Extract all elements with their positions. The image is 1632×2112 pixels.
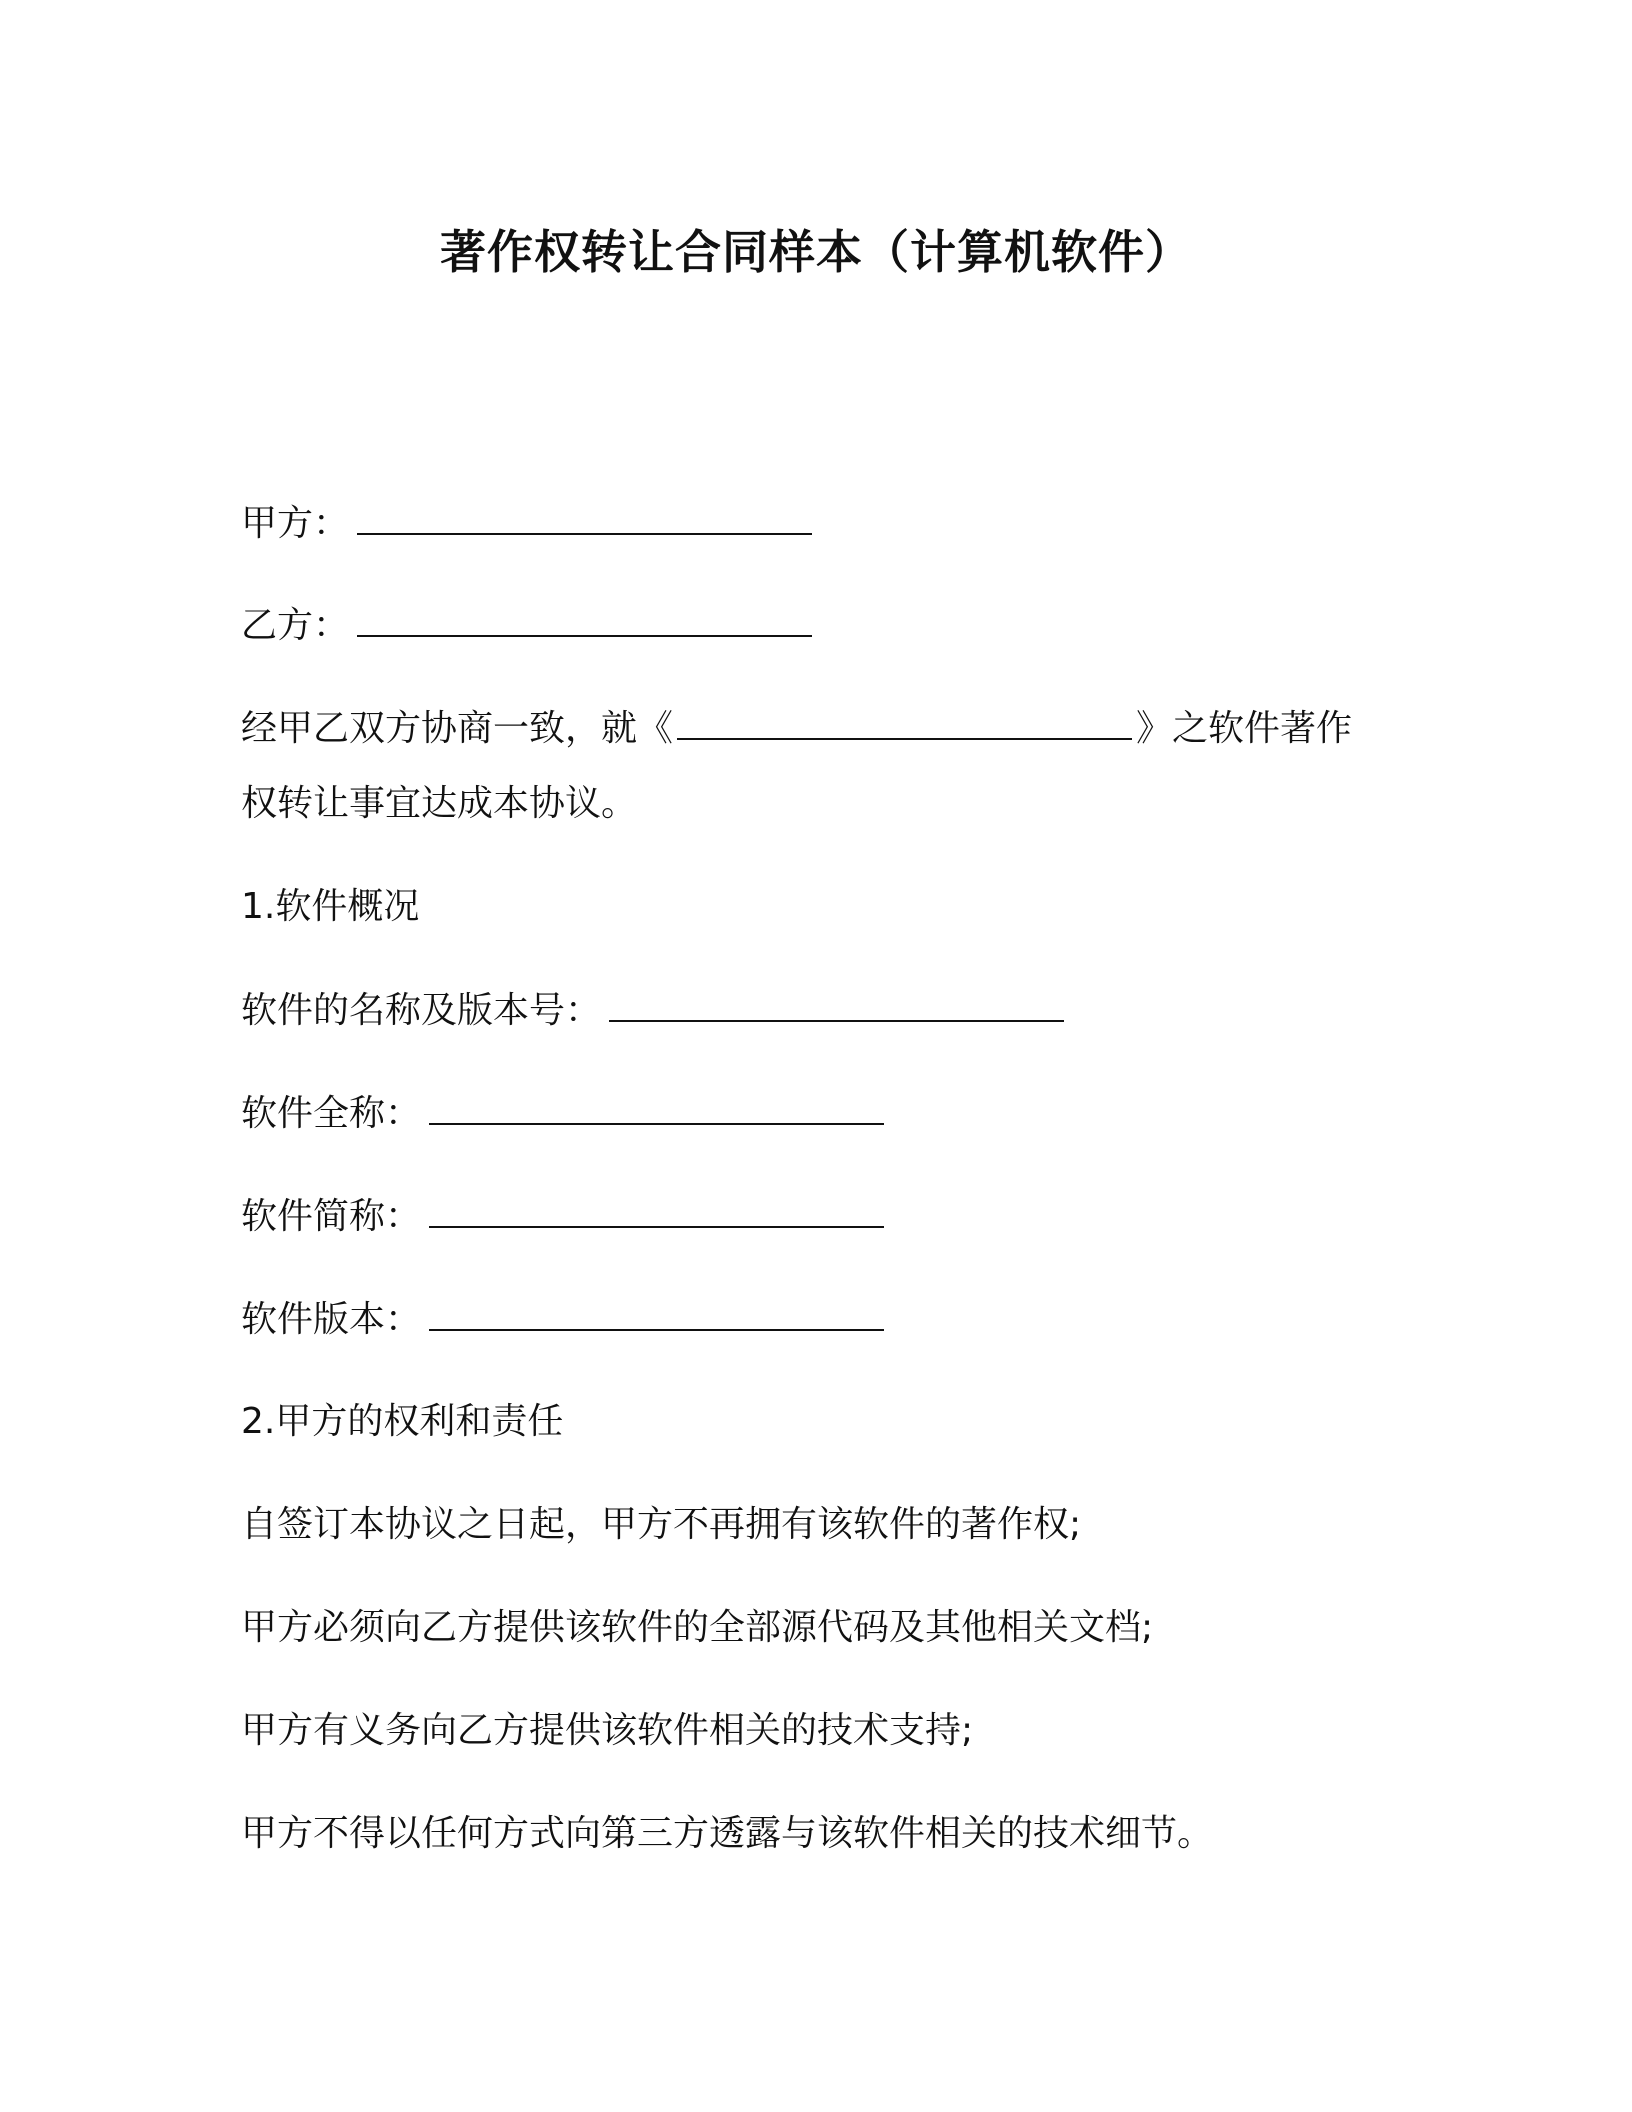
field-short-name [241, 1192, 888, 1241]
section2-heading: 2.甲方的权利和责任 [241, 1401, 564, 1442]
section1-heading: 1.软件概况 [241, 886, 420, 927]
document-title: 著作权转让合同样本（计算机软件） [440, 225, 1192, 279]
intro-suffix: 》之软件著作 [1136, 708, 1353, 749]
field-short-name-label: 软件简称： [241, 1196, 422, 1237]
party-a-label: 甲方： [241, 503, 350, 544]
intro-prefix: 经甲乙双方协商一致，就《 [241, 708, 674, 749]
field-full-name-label: 软件全称： [241, 1093, 422, 1134]
section2-item: 甲方必须向乙方提供该软件的全部源代码及其他相关文档; [241, 1607, 1154, 1648]
section2-item: 甲方有义务向乙方提供该软件相关的技术支持; [241, 1710, 974, 1751]
field-version-blank [429, 1295, 884, 1331]
field-full-name [241, 1089, 888, 1138]
field-name-version-blank [609, 986, 1064, 1022]
field-version-label: 软件版本： [241, 1299, 422, 1340]
field-short-name-blank [429, 1192, 884, 1228]
party-b-label: 乙方： [241, 605, 350, 646]
field-name-version-label: 软件的名称及版本号： [241, 990, 602, 1031]
party-a-line [241, 499, 816, 548]
party-b-blank [357, 601, 812, 637]
party-b-line [241, 601, 816, 650]
field-full-name-blank [429, 1089, 884, 1125]
party-a-blank [357, 499, 812, 535]
field-version [241, 1295, 888, 1344]
intro-line-2: 权转让事宜达成本协议。 [241, 783, 638, 824]
section2-item: 自签订本协议之日起，甲方不再拥有该软件的著作权; [241, 1504, 1082, 1545]
intro-line-1 [241, 704, 1352, 753]
field-name-version [241, 986, 1068, 1035]
section2-item: 甲方不得以任何方式向第三方透露与该软件相关的技术细节。 [241, 1813, 1214, 1854]
software-name-blank [677, 704, 1132, 740]
